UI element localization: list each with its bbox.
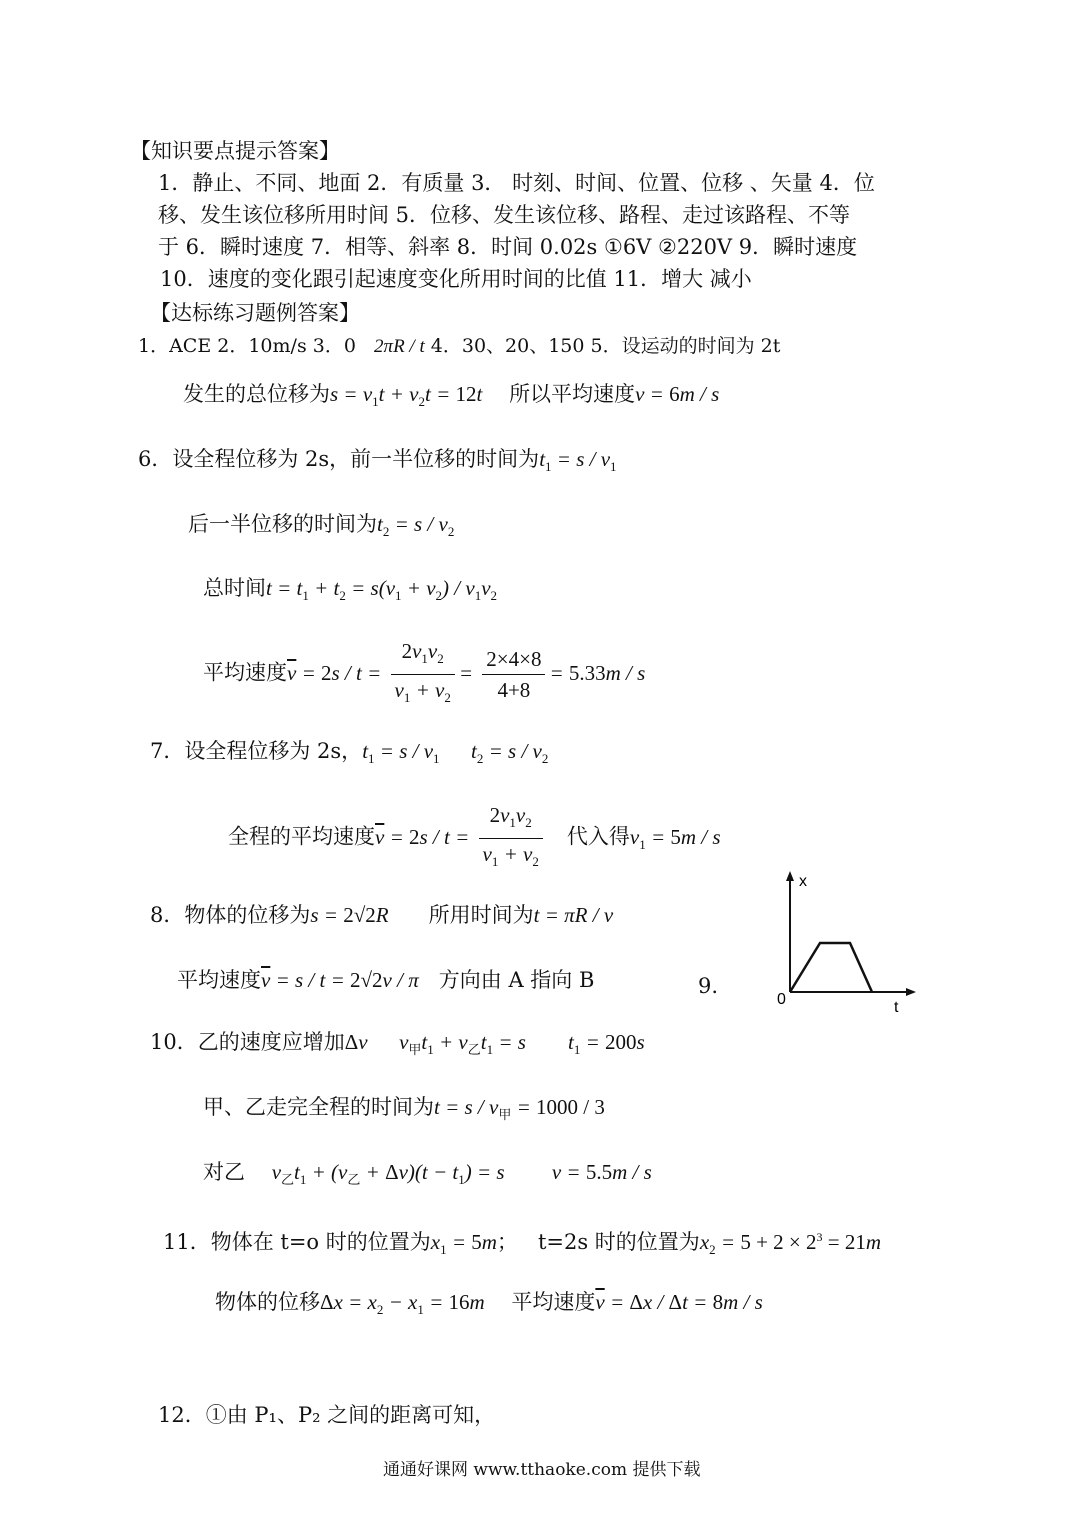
q5-text-a: 发生的总位移为 xyxy=(183,382,330,406)
q11-a: 11．物体在 t=o 时的位置为 xyxy=(163,1230,431,1254)
q6-back: 后一半位移的时间为 xyxy=(188,512,377,536)
q7-sub: 代入得 xyxy=(566,824,630,849)
q10-formula: Δv $v_甲t_1 + v_乙t_1 = s$ $t_1 = 200s$ xyxy=(344,1030,645,1058)
q10-line-3 xyxy=(203,1156,652,1196)
section1-line-4: 10．速度的变化跟引起速度变化所用时间的比值 11．增大 减小 xyxy=(160,267,752,291)
q10-time-formula: $t = s / v_甲 = 1000 / 3$ xyxy=(434,1095,605,1123)
q6-intro-line xyxy=(138,443,617,483)
q12-line: 12．①由 P₁、P₂ 之间的距离可知， xyxy=(158,1403,496,1427)
q10-yi-formula: $v_乙t_1 + (v_乙 + \Delta v)(t - t_1) = s$ v = 5.5m / s xyxy=(271,1160,652,1188)
q6-total-formula: $t = t_1 + t_2 = s(v_1 + v_2) / v_1v_2$ xyxy=(266,576,498,604)
page-footer: 通通好课网 www.tthaoke.com 提供下载 xyxy=(383,1460,701,1480)
q11-avg: 平均速度 xyxy=(511,1290,596,1314)
graph-t-label: t xyxy=(894,999,899,1016)
q7-avg-line xyxy=(228,800,721,877)
q6-t2: $t_2 = s / v_2$ xyxy=(377,512,455,540)
trapezoid-curve xyxy=(790,943,872,992)
q10-line-1 xyxy=(150,1026,645,1066)
section1-line-1: 1．静止、不同、地面 2．有质量 3． 时刻、时间、位置、位移 、矢量 4．位 xyxy=(158,171,875,195)
q8-line-2 xyxy=(177,964,594,996)
q6-total-line xyxy=(203,572,497,612)
answer-3-math: 2πR / t xyxy=(374,336,425,357)
answers-1-3: 1．ACE 2．10m/s 3．0 xyxy=(138,335,356,357)
t-axis-arrow xyxy=(906,988,916,996)
q10-line-2 xyxy=(203,1091,605,1131)
q5-text-b: 所以平均速度 xyxy=(509,382,636,406)
q6-avg-line xyxy=(203,636,645,713)
q9-label: 9. xyxy=(698,974,719,998)
q10-intro: 10．乙的速度应增加 xyxy=(150,1030,345,1054)
q8-time: 所用时间为 xyxy=(428,903,534,927)
q8-avg-formula: $\overline{v} = s / t = 2√2v / \pi$ xyxy=(261,968,419,992)
q7-intro-line xyxy=(150,735,548,775)
q6-back-line xyxy=(188,508,454,548)
q11-line-1: 11．物体在 t=o 时的位置为$x_1 = 5m$； t=2s 时的位置为$x_2 = 5 + 2 \times 2^3 = 21m$ xyxy=(163,1230,882,1258)
x-t-graph xyxy=(770,868,920,1016)
q8-disp: s = 2√2R xyxy=(310,903,389,927)
q8-intro: 8．物体的位移为 xyxy=(150,903,311,927)
q11-x2: $x_2 = 5 + 2 \times 2^3 = 21m$ xyxy=(699,1230,882,1258)
q5-line xyxy=(183,378,719,418)
section2-heading: 【达标练习题例答案】 xyxy=(150,301,360,325)
q6-t1: $t_1 = s / v_1$ xyxy=(539,447,617,475)
q11-line-2 xyxy=(215,1286,763,1326)
answers-4-5: 4．30、20、150 5．设运动的时间为 2t xyxy=(430,335,781,357)
section1-heading: 【知识要点提示答案】 xyxy=(130,139,340,163)
q8-direction: 方向由 A 指向 B xyxy=(438,968,595,992)
q6-avg: 平均速度 xyxy=(203,660,287,685)
q11-avg-formula: $\overline{v} = \Delta x / \Delta t = 8m / s$ xyxy=(595,1290,763,1314)
q6-avg-formula: $\overline{v} = 2s / t$ = $\frac{2v_1v_2}{v_1 + v_2}$ = $\frac{2\times 4\times 8}{4+8}$ = 5.33m / s xyxy=(287,661,645,685)
q8-line-1 xyxy=(150,899,613,931)
q7-intro: 7．设全程位移为 2s， xyxy=(150,739,363,763)
graph-origin-label: 0 xyxy=(777,991,786,1008)
graph-x-label: x xyxy=(799,873,807,890)
q8-avg: 平均速度 xyxy=(177,968,261,992)
q5-result: v = 6m / s xyxy=(635,382,720,406)
answers-line-1 xyxy=(138,331,780,362)
q11-disp-formula: $\Delta x = x_2 - x_1 = 16m$ xyxy=(320,1290,485,1318)
x-axis-arrow xyxy=(786,871,794,881)
q7-avg-formula: $\overline{v} = 2s / t$ = $\frac{2v_1v_2}{v_1 + v_2}$ xyxy=(375,825,547,849)
section1-line-2: 移、发生该位移所用时间 5．位移、发生该位移、路程、走过该路程、不等 xyxy=(158,203,851,227)
q7-result: $v_1 = 5m / s$ xyxy=(629,824,721,852)
q6-total: 总时间 xyxy=(203,576,266,600)
q5-formula: $s = v_1t + v_2t = 12t$ xyxy=(330,382,483,410)
q7-times: $t_1 = s / v_1$ $t_2 = s / v_2$ xyxy=(362,739,549,767)
section1-line-3: 于 6．瞬时速度 7．相等、斜率 8．时间 0.02s ①6V ②220V 9．瞬时速度 xyxy=(158,235,858,259)
q10-time: 甲、乙走完全程的时间为 xyxy=(203,1095,434,1119)
q11-disp: 物体的位移 xyxy=(215,1290,320,1314)
q11-x1: $x_1 = 5m$ xyxy=(430,1230,497,1258)
q8-time-formula: t = πR / v xyxy=(533,903,614,927)
q6-intro: 6．设全程位移为 2s，前一半位移的时间为 xyxy=(138,447,540,471)
q11-b: t=2s 时的位置为 xyxy=(537,1230,700,1254)
q7-avg: 全程的平均速度 xyxy=(228,824,375,849)
q10-yi: 对乙 xyxy=(203,1160,245,1184)
